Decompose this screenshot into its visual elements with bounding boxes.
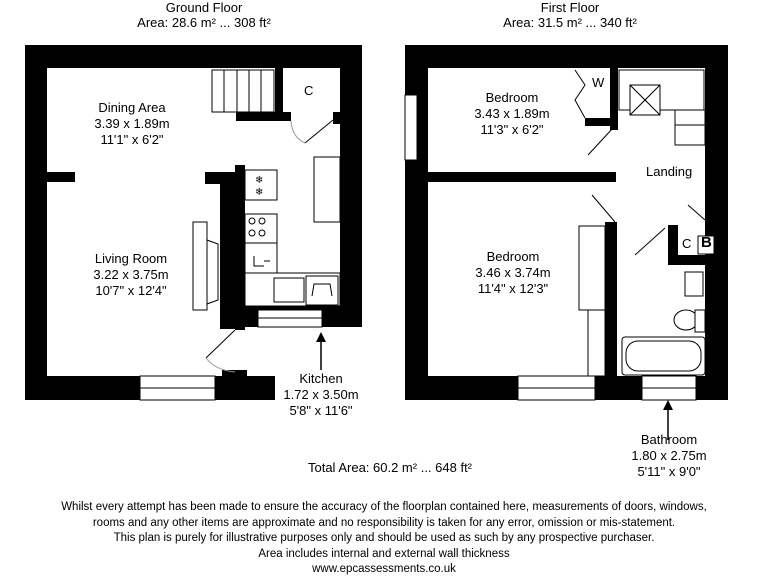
wardrobe-label: W: [592, 75, 605, 90]
website-link[interactable]: www.epcassessments.co.uk: [312, 563, 456, 575]
room-label-bedroom-2: [475, 249, 550, 297]
room-name: Bedroom: [486, 249, 540, 264]
disclaimer-line: Area includes internal and external wall thickness: [258, 547, 510, 560]
landing-label: Landing: [646, 164, 693, 179]
boiler-label: B: [701, 234, 712, 251]
first-floor-plan: [405, 45, 728, 440]
room-imperial: 10'7" x 12'4": [95, 283, 167, 298]
room-imperial: 11'1" x 6'2": [100, 132, 164, 147]
first-floor-area: Area: 31.5 m² ... 340 ft²: [503, 15, 637, 30]
disclaimer-line: Whilst every attempt has been made to ensure the accuracy of the floorplan contained here, measurements of doors, windows,: [61, 501, 707, 513]
room-imperial: 11'4" x 12'3": [477, 281, 549, 296]
room-metric: 3.46 x 3.74m: [475, 265, 551, 280]
room-metric: 3.22 x 3.75m: [93, 267, 169, 282]
room-imperial: 11'3" x 6'2": [480, 122, 544, 137]
disclaimer: [0, 500, 768, 578]
room-label-kitchen: [283, 371, 358, 419]
ground-floor-title: Ground Floor: [165, 0, 243, 15]
room-metric: 1.72 x 3.50m: [283, 387, 359, 402]
cupboard-label: C: [682, 236, 692, 251]
room-label-dining-area: [94, 100, 169, 148]
svg-text:❄: ❄: [255, 187, 264, 198]
room-label-living-room: [93, 251, 168, 299]
room-name: Living Room: [94, 251, 168, 266]
first-floor-title: First Floor: [540, 0, 600, 15]
room-imperial: 5'11" x 9'0": [637, 464, 701, 479]
svg-text:❄: ❄: [255, 175, 264, 186]
room-name: Bathroom: [640, 432, 698, 447]
room-name: Kitchen: [299, 371, 343, 386]
room-label-bedroom-1: [474, 90, 549, 138]
disclaimer-line: This plan is purely for illustrative purposes only and should be used as such by any prospective purchaser.: [113, 532, 655, 544]
room-name: Dining Area: [98, 100, 166, 115]
room-label-bathroom: [631, 432, 706, 480]
cupboard-label: C: [304, 83, 314, 98]
stairs: [193, 70, 340, 310]
room-imperial: 5'8" x 11'6": [289, 403, 353, 418]
ground-floor-area: Area: 28.6 m² ... 308 ft²: [137, 15, 271, 30]
room-name: Bedroom: [485, 90, 539, 105]
room-metric: 3.43 x 1.89m: [474, 106, 550, 121]
disclaimer-line: rooms and any other items are approximate and no responsibility is taken for any error, omission or mis-statement.: [92, 516, 676, 529]
total-area: Total Area: 60.2 m² ... 648 ft²: [307, 460, 473, 475]
room-metric: 1.80 x 2.75m: [631, 448, 707, 463]
room-metric: 3.39 x 1.89m: [94, 116, 170, 131]
